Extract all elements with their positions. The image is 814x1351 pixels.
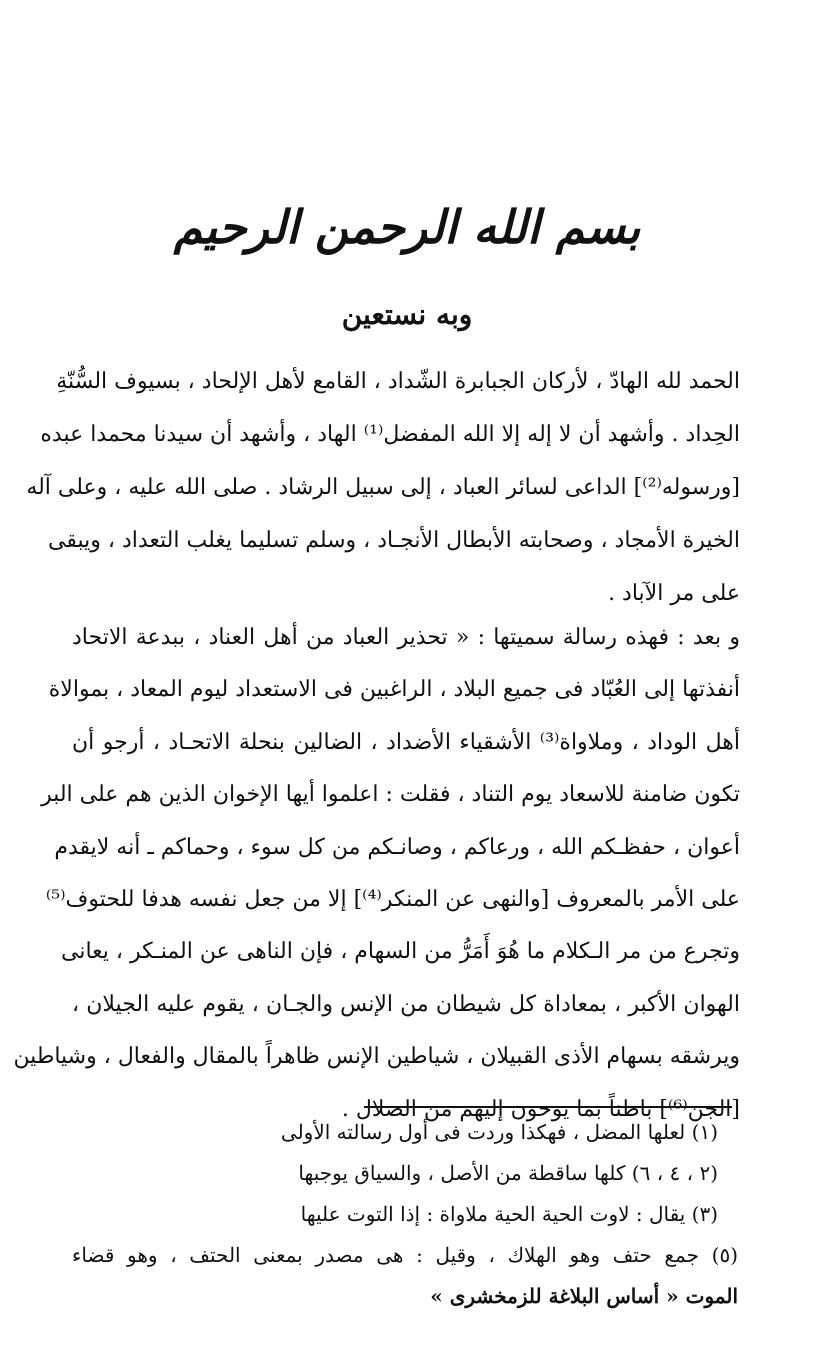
text-line: على الأمر بالمعروف [والنهى عن المنكر⁽⁴⁾] إلا من جعل نفسه هدفا للحتوف⁽⁵⁾ <box>45 886 740 912</box>
text-line: الحِداد . وأشهد أن لا إله إلا الله المفضل⁽¹⁾ الهاد ، وأشهد أن سيدنا محمدا عبده <box>40 422 740 447</box>
subtitle: وبه نستعين <box>341 298 473 331</box>
text-line: الحمد لله الهادّ ، لأركان الجبابرة الشّداد ، القامع لأهل الإلحاد ، بسيوف السُّنّةِ <box>56 369 740 394</box>
text-line: ويرشقه بسهام الأذى القبيلان ، شياطين الإنس ظاهراً بالمقال والفعال ، وشياطين <box>13 1044 740 1070</box>
footnote-item: (٥) جمع حتف وهو الهلاك ، وقيل : هى مصدر بمعنى الحتف ، وهو قضاء <box>72 1243 738 1267</box>
footnote-item: (٣) يقال : لاوت الحية الحية ملاواة : إذا التوت عليها <box>300 1202 718 1226</box>
text-line: تكون ضامنة للاسعاد يوم التناد ، فقلت : اعلموا أيها الإخوان الذين هم على البر <box>41 782 740 808</box>
basmala-heading: بسم الله الرحمن الرحيم <box>173 200 641 254</box>
text-line: [الجن⁽⁶⁾] باطناً بما يوحون إليهم من الضلال . <box>341 1096 740 1122</box>
footnote-item-continuation: الموت « أساس البلاغة للزمخشرى » <box>430 1284 738 1308</box>
text-line: الهوان الأكبر ، بمعاداة كل شيطان من الإنس والجـان ، يقوم عليه الجيلان ، <box>72 991 740 1017</box>
main-paragraph <box>13 612 740 1136</box>
text-line: على مر الآباد . <box>608 581 740 606</box>
footnote-divider <box>364 1106 732 1108</box>
text-line: [ورسوله⁽²⁾] الداعى لسائر العباد ، إلى سبيل الرشاد . صلى الله عليه ، وعلى آله <box>26 475 740 500</box>
text-line: الخيرة الأمجاد ، وصحابته الأبطال الأنجـاد ، وسلم تسليما يغلب التعداد ، ويبقى <box>48 528 740 553</box>
text-line: أهل الوداد ، وملاواة⁽³⁾ الأشقياء الأضداد ، الضالين بنحلة الاتحـاد ، أرجو أن <box>72 729 740 755</box>
text-line: أنفذتها إلى العُبّاد فى جميع البلاد ، الراغبين فى الاستعداد ليوم المعاد ، بموالاة <box>48 677 740 703</box>
text-line: وتجرع من مر الـكلام ما هُوَ أَمَرُّ من السهام ، فإن الناهى عن المنـكر ، يعانى <box>60 939 740 965</box>
footnote-item: (٢ ، ٤ ، ٦) كلها ساقطة من الأصل ، والسياق يوجبها <box>298 1161 718 1185</box>
footnotes <box>72 1112 738 1317</box>
footnote-item: (١) لعلها المضل ، فهكذا وردت فى أول رسالته الأولى <box>280 1120 718 1144</box>
text-line: و بعد : فهذه رسالة سميتها : « تحذير العباد من أهل العناد ، ببدعة الاتحاد <box>72 625 740 650</box>
text-line: أعوان ، حفظـكم الله ، ورعاكم ، وصانـكم من كل سوء ، وحماكم ـ أنه لايقدم <box>54 834 740 860</box>
opening-paragraph <box>26 355 740 620</box>
